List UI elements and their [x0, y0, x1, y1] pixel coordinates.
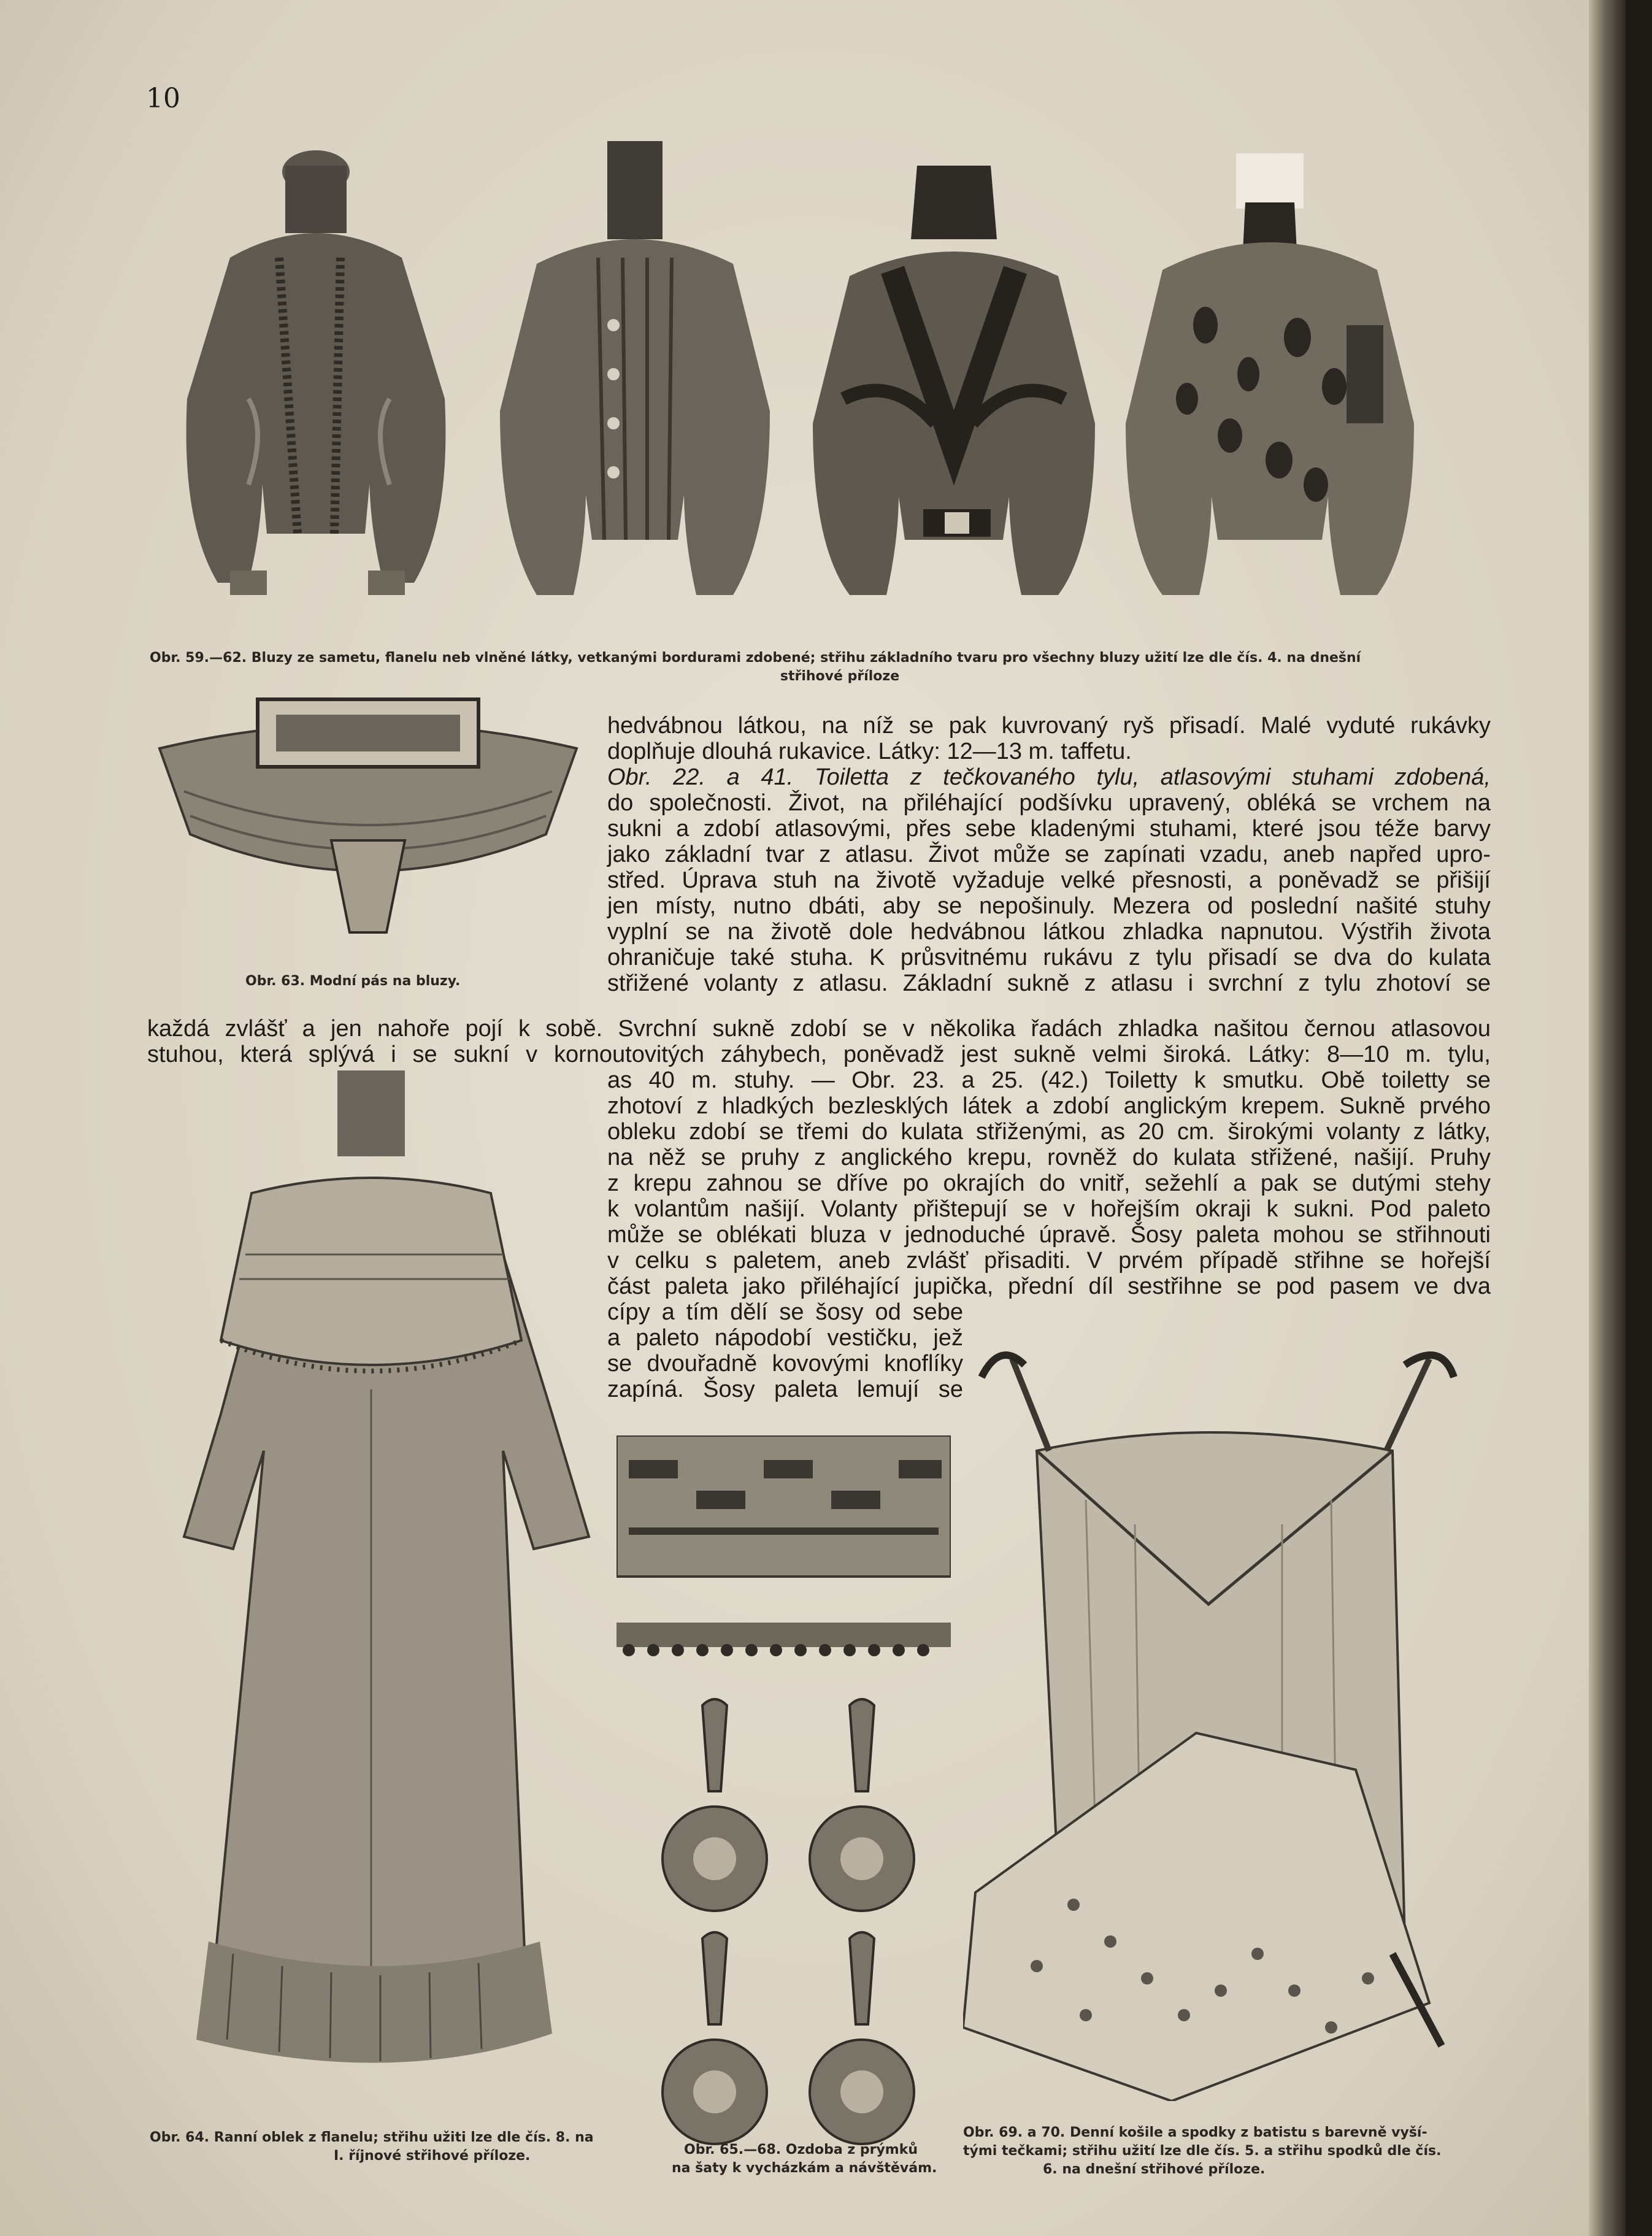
body-line: k volantům našijí. Volanty přištepují se v hořejším okraji k sukni. Pod paleto — [607, 1196, 1491, 1222]
body-text-full-width — [147, 1016, 1491, 1067]
caption-fig-65-68 — [672, 2141, 966, 2178]
lingerie-figure-69-70 — [963, 1340, 1466, 2101]
blouse-figure-61 — [794, 141, 1113, 595]
body-text-right-column — [607, 713, 1491, 996]
body-line: z krepu zahnou se dříve po okrajích do vnitř, sežehlí a pak se dutými stehy — [607, 1170, 1491, 1196]
body-line: v celku s paletem, aneb zvlášť přisaditi. V prvém případě střihne se hořejší — [607, 1248, 1491, 1274]
body-line: na něž se pruhy z anglického krepu, rovněž do kulata střižené, našijí. Pruhy — [607, 1145, 1491, 1170]
body-line: ohraničuje také stuha. K průsvitnému rukávu z tylu přisadí se dva do kulata — [607, 945, 1491, 970]
body-line: cípy a tím dělí se šosy od sebe — [607, 1299, 963, 1325]
body-line: obleku zdobí se třemi do kulata střiženými, as 20 cm. širokými volanty z látky, — [607, 1119, 1491, 1145]
body-line: může se oblékati bluza v jednoduché úpravě. Šosy paleta mohou se střihnouti — [607, 1222, 1491, 1248]
body-line: Obr. 22. a 41. Toiletta z tečkovaného tylu, atlasovými stuhami zdobená, — [607, 764, 1491, 790]
caption-fig-64-line2: I. říjnové střihové příloze. — [334, 2148, 531, 2164]
body-line: hedvábnou látkou, na níž se pak kuvrovaný ryš přisadí. Malé vyduté rukávky — [607, 713, 1491, 739]
caption-fig-64-line1: Obr. 64. Ranní oblek z flanelu; střihu užiti lze dle čís. 8. na — [150, 2130, 594, 2145]
caption-fig-63: Obr. 63. Modní pás na bluzy. — [245, 974, 461, 989]
caption-fig-59-62-line1: Obr. 59.—62. Bluzy ze sametu, flanelu neb vlněné látky, vetkanými bordurami zdobené; střihu základního tvaru pro všechny bluzy užití lze dle čís. 4. na dnešní — [150, 650, 1361, 666]
blouse-figure-59 — [156, 141, 475, 595]
body-line: zapíná. Šosy paleta lemují se — [607, 1377, 963, 1402]
caption-fig-59-62-line2: střihové příloze — [780, 669, 900, 684]
caption-fig-59-62 — [150, 649, 1530, 686]
body-text-mid-column — [607, 1067, 1491, 1299]
caption-fig-64 — [150, 2129, 653, 2165]
caption-fig-69-70 — [963, 2124, 1515, 2179]
body-line: střed. Úprava stuh na životě vyžaduje velké přesnosti, a poněvadž se přišijí — [607, 867, 1491, 893]
caption-fig-65-68-line2: na šaty k vycházkám a návštěvám. — [672, 2161, 937, 2176]
dress-figure-64 — [159, 1070, 613, 2101]
body-line: zhotoví z hladkých bezlesklých látek a zdobí anglickým krepem. Sukně prvého — [607, 1093, 1491, 1119]
caption-fig-69-70-line2: tými tečkami; střihu užití lze dle čís. 5. a střihu spodků dle čís. — [963, 2143, 1442, 2159]
caption-fig-69-70-line1: Obr. 69. a 70. Denní košile a spodky z batistu s barevně vyší- — [963, 2125, 1427, 2140]
caption-fig-69-70-line3: 6. na dnešní střihové příloze. — [1043, 2162, 1266, 2177]
blouse-figure-62 — [1113, 141, 1432, 595]
page-number: 10 — [146, 83, 180, 114]
book-spine — [1589, 0, 1626, 2236]
body-line: doplňuje dlouhá rukavice. Látky: 12—13 m. taffetu. — [607, 739, 1132, 764]
blouse-figure-60 — [475, 141, 794, 595]
body-line: as 40 m. stuhy. — Obr. 23. a 25. (42.) Toiletty k smutku. Obě toiletty se — [607, 1067, 1491, 1093]
belt-figure-63 — [147, 687, 589, 939]
body-line: a paleto nápodobí vestičku, jež — [607, 1325, 963, 1351]
body-line: každá zvlášť a jen nahoře pojí k sobě. Svrchní sukně zdobí se v několika řadách zhladka našitou černou atlasovou — [147, 1016, 1491, 1042]
body-text-narrow-column — [607, 1299, 963, 1402]
body-line: sukni a zdobí atlasovými, přes sebe kladenými stuhami, které jsou téže barvy — [607, 816, 1491, 842]
body-line: do společnosti. Život, na přiléhající podšívku upravený, obléká se vrchem na — [607, 790, 1491, 816]
body-line: jen místy, nutno dbáti, aby se nepošinuly. Mezera od poslední našité stuhy — [607, 893, 1491, 919]
trim-figure-65-68 — [617, 1435, 951, 2172]
body-line: stuhou, která splývá i se sukní v kornoutovitých záhybech, poněvadž jest sukně velmi široká. Látky: 8—10 m. tylu, — [147, 1042, 1491, 1067]
body-line: se dvouřadně kovovými knoflíky — [607, 1351, 963, 1377]
body-line: vyplní se na životě dole hedvábnou látkou zhladka napnutou. Výstřih života — [607, 919, 1491, 945]
body-line: jako základní tvar z atlasu. Život může se zapínati vzadu, aneb napřed upro- — [607, 842, 1491, 867]
caption-fig-65-68-line1: Obr. 65.—68. Ozdoba z prýmků — [684, 2142, 918, 2157]
body-line: část paleta jako přiléhající jupička, přední díl sestřihne se pod pasem ve dva — [607, 1274, 1491, 1299]
body-line: střižené volanty z atlasu. Základní sukně z atlasu i svrchní z tylu zhotoví se — [607, 970, 1491, 996]
